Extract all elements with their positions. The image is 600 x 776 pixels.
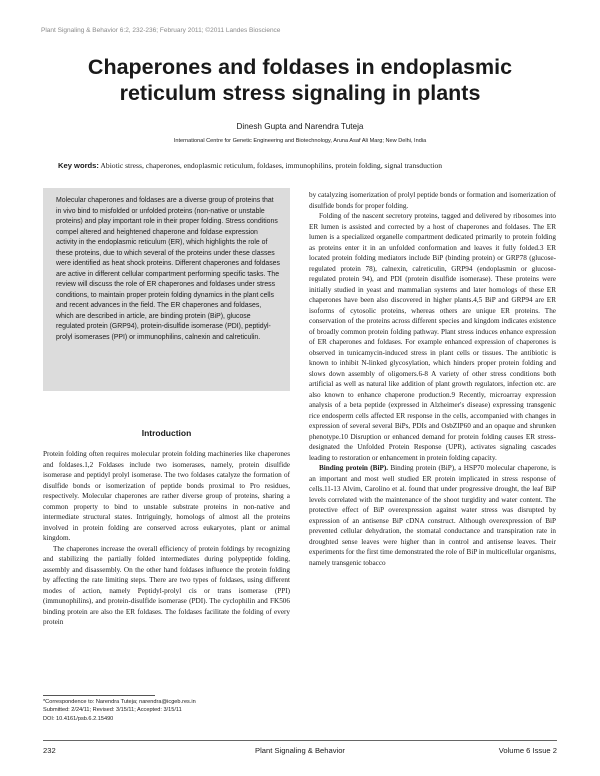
paragraph: Folding of the nascent secretory proteins, tagged and delivered by ribosomes into ER lumen is assisted and corrected by a host of chaperones and foldases. The ER lumen is a specialized organelle compartment dedicated primarily to protein folding as proteins enter it in an unfolded conformation and leaves it fully folded.3 ER located protein folding mediators include BiP (binding protein) or GRP78 (glucose-regulated protein 78), calnexin, calreticulin, GRP94 (endoplasmin or glucose-regulated protein 94), and PDI (protein disulfide isomerase). These proteins were initially studied in yeast and mammalian systems and later homologs of these ER chaperones have been also discovered in higher plants.4,5 BiP and GRP94 are ER isoforms of cytosolic proteins, whereas others are unique ER proteins. The conservation of the proteins across different species and kingdom indicates existence of broadly common protein folding pathway. Plant stress induces enhance expression of ER chaperones and foldases. For example enhanced expression of chaperones is observed in tunicamycin-induced stress in plant cells or tissues. The antibiotic is known to inhibit N-linked glycosylation, which hinders proper protein folding and slows down assembly of oligomers.6-8 A variety of other stress conditions both artificial as well as natural like addition of plant growth regulators, infection etc. are also known to enhance chaperone production.9 Recently, microarray expression analysis of a beta peptide (expressed in Alzheimer's disease) expressing transgenic rice endosperm cells affected ER response in the cells, accompanied with changes in expression of several several BiPs, PDIs and OsbZIP60 and an opaque and shrunken phenotype.10 Disruption or enhanced demand for protein folding causes ER stress- designated the Unfolded Protein Response (UPR), activates signaling cascades leading to restoration or enhancement in protein folding capacity.: [309, 212, 556, 462]
paragraph: The chaperones increase the overall efficiency of protein foldings by recognizing and stabilizing the partially folded intermediates during polypeptide folding, assembly and disassembly. On the other hand foldases influence the protein folding by affecting the rate limiting steps. There are two types of foldases, using different modes of action, namely Peptidyl-prolyl cis or trans isomerase (PPI) (immunophilins), and protein-disulfide isomerase (PDI). The cyclophilin and FK506 binding protein are also the ER foldases. The foldases facilitate the folding of every protein: [43, 544, 290, 626]
title-line-1: Chaperones and foldases in endoplasmic: [87, 55, 513, 79]
footer-divider: [43, 740, 557, 741]
page-number: 232: [43, 746, 56, 755]
keywords-label: Key words:: [58, 161, 99, 170]
footer-journal: Plant Signaling & Behavior: [255, 746, 345, 755]
body-column-left: [43, 449, 290, 628]
paragraph-text: Binding protein (BiP), a HSP70 molecular chaperone, is an important and most well studied ER protein implicated in stress response of cells.11-13 Alvim, Carolino et al. found that under progressive drought, the leaf BiP levels correlated with the maintenance of the shoot turgidity and water content. The protective effect of BiP overexpression against water stress was disrupted by expression of an antisense BiP cDNA construct. Although overexpression of BiP prevented cellular dehydration, the stomatal conductance and transpiration rate in droughted sense leaves were higher than in control and antisense leaves. Their experiments for the first time demonstrated the role of BiP in multicellular organisms, namely transgenic tobacco: [309, 464, 556, 567]
footer-volume-issue: Volume 6 Issue 2: [498, 746, 557, 755]
journal-header: Plant Signaling & Behavior 6:2, 232-236; February 2011; ©2011 Landes Bioscience: [41, 27, 281, 34]
dates-line: Submitted: 2/24/11; Revised: 3/15/11; Accepted: 3/15/11: [43, 707, 182, 714]
title-line-2: reticulum stress signaling in plants: [119, 81, 481, 105]
body-column-right: [309, 190, 556, 568]
paragraph: by catalyzing isomerization of prolyl peptide bonds or formation and isomerization of disulfide bonds for proper folding.: [309, 191, 556, 210]
article-title: [0, 54, 600, 106]
keywords-text: Abiotic stress, chaperones, endoplasmic reticulum, foldases, immunophilins, protein folding, signal transduction: [98, 161, 443, 170]
footnote: [43, 698, 196, 723]
subheading-bip: Binding protein (BiP).: [319, 464, 389, 472]
paragraph: Protein folding often requires molecular protein folding machineries like chaperones and foldases.1,2 Foldases include two isomerases, namely, protein disulfide isomerase and peptidyl prolyl isomerase. The two foldases catalyze the formation of disulfide bonds or isomerization of peptide bonds proximal to Pro residues, respectively. Molecular chaperones are rather diverse group of proteins, sharing a common property to bind to unstable substrate proteins in non-native and intermediate structural states. Intriguingly, homologs of almost all the proteins involved in protein folding are conserved across eukaryotes, plant or animal kingdom.: [43, 450, 290, 542]
correspondence-line: *Correspondence to: Narendra Tuteja; narendra@icgeb.res.in: [43, 699, 196, 705]
paragraph: [309, 463, 556, 568]
doi-line: DOI: 10.4161/psb.6.2.15490: [43, 715, 114, 722]
authors: Dinesh Gupta and Narendra Tuteja: [236, 122, 364, 131]
abstract-text: Molecular chaperones and foldases are a diverse group of proteins that in vivo bind to misfolded or unfolded proteins (non-native or unstable proteins) and play important role in their proper folding. Stress conditions compel altered and heightened chaperone and foldase expression activity in the endoplasmic reticulum (ER), which highlights the role of these proteins, due to which several of the proteins under these classes were identified as heat shock proteins. Different chaperones and foldases are active in different cellular compartment performing specific tasks. The review will discuss the role of ER chaperones and foldases under stress conditions, to maintain proper protein folding dynamics in the plant cells and recent advances in the field. The ER chaperones and foldases, which are described in article, are binding protein (BiP), glucose regulated protein (GRP94), protein-disulfide isomerase (PDI), peptidyl-prolyl isomerases (PPI) or immunophilins, calnexin and calreticulin.: [56, 197, 280, 341]
affiliation: International Centre for Genetic Engineering and Biotechnology, Aruna Asaf Ali Marg; New Delhi, India: [173, 138, 427, 144]
footnote-divider: [43, 695, 155, 696]
keywords: [58, 161, 442, 170]
section-heading-introduction: Introduction: [141, 428, 192, 438]
